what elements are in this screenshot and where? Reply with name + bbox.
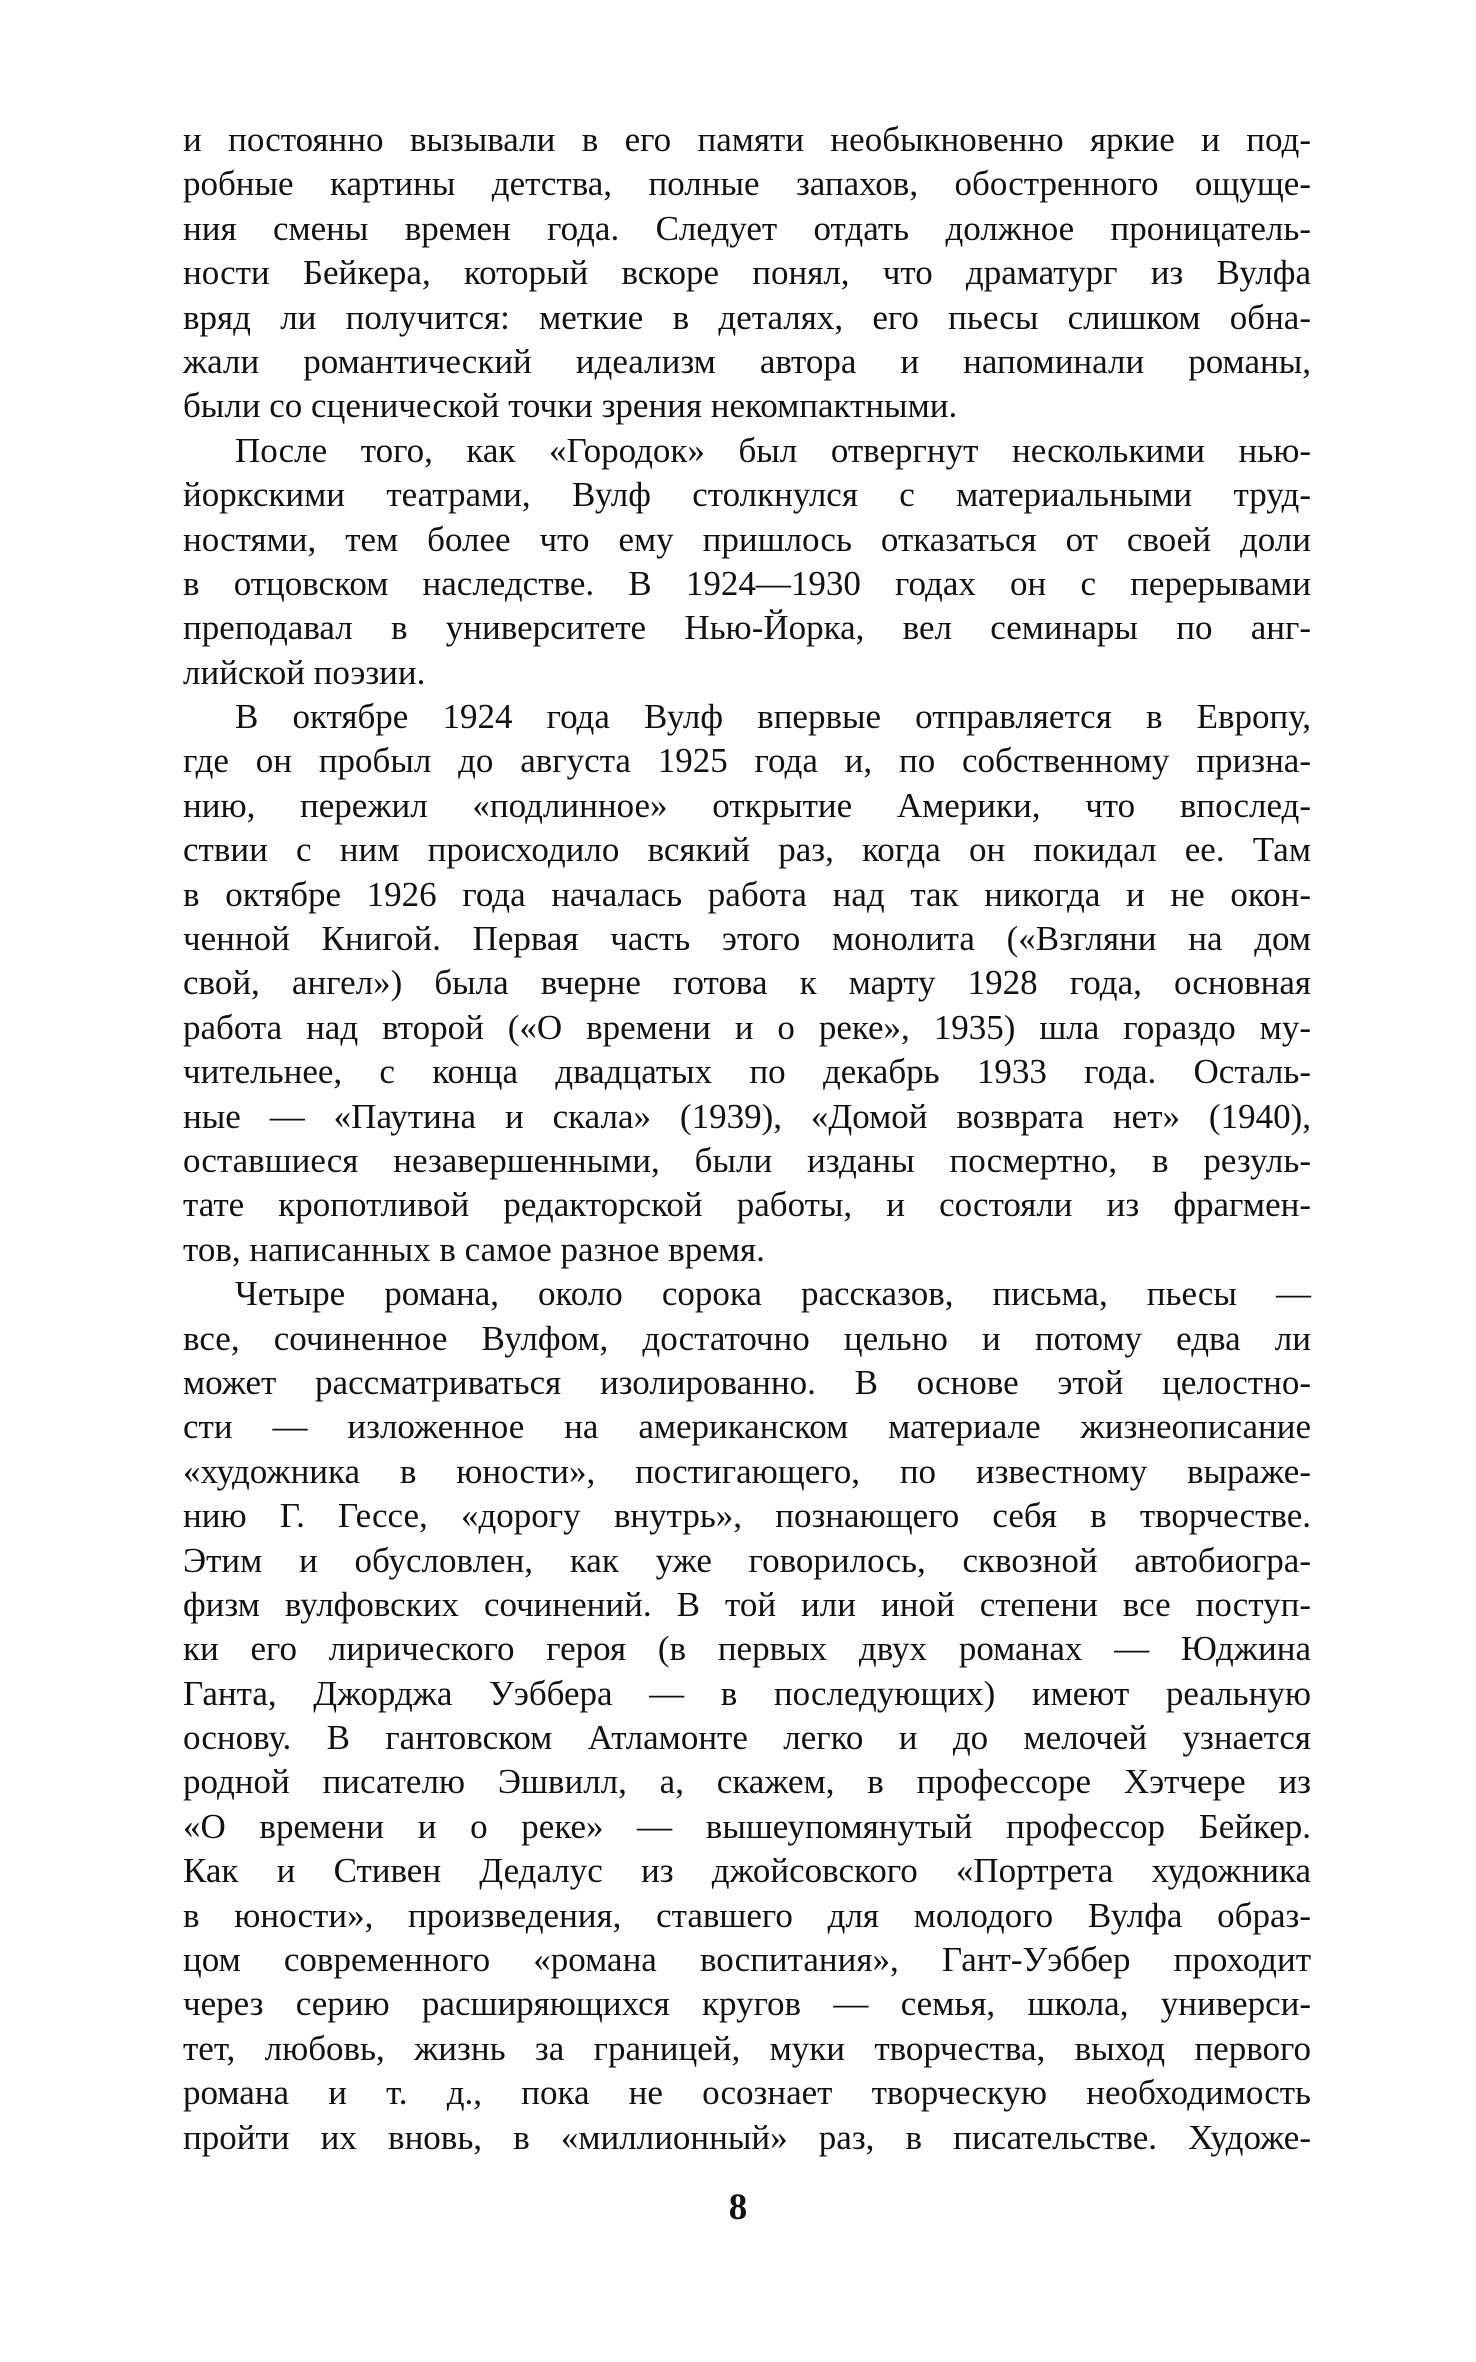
- text-line: ности Бейкера, который вскоре понял, что драматург из Вулфа: [183, 253, 1311, 293]
- text-line: в октябре 1926 года началась работа над так никогда и не окон-: [183, 874, 1311, 914]
- text-line: тов, написанных в самое разное время.: [183, 1229, 765, 1269]
- text-line: Ганта, Джорджа Уэббера — в последующих) имеют реальную: [183, 1673, 1311, 1713]
- text-line: сти — изложенное на американском материале жизнеописание: [183, 1407, 1311, 1447]
- text-line: ченной Книгой. Первая часть этого монолита («Взгляни на дом: [183, 919, 1311, 959]
- text-line: свой, ангел») была вчерне готова к марту 1928 года, основная: [183, 963, 1311, 1003]
- text-line: ки его лирического героя (в первых двух романах — Юджина: [183, 1629, 1311, 1669]
- text-line: в отцовском наследстве. В 1924—1930 годах он с перерывами: [183, 563, 1311, 603]
- text-line: может рассматриваться изолированно. В основе этой целостно-: [183, 1362, 1311, 1402]
- text-line: цом современного «романа воспитания», Гант-Уэббер проходит: [183, 1940, 1311, 1980]
- text-line: оставшиеся незавершенными, были изданы посмертно, в резуль-: [183, 1140, 1311, 1180]
- text-line: основу. В гантовском Атламонте легко и до мелочей узнается: [183, 1718, 1311, 1758]
- text-line: робные картины детства, полные запахов, обостренного ощуще-: [183, 164, 1311, 204]
- text-line: романа и т. д., пока не осознает творческую необходимость: [183, 2073, 1311, 2113]
- text-line: физм вулфовских сочинений. В той или иной степени все поступ-: [183, 1584, 1311, 1624]
- text-line: пройти их вновь, в «миллионный» раз, в писательстве. Художе-: [183, 2117, 1311, 2157]
- text-line: йоркскими театрами, Вулф столкнулся с материальными труд-: [183, 475, 1311, 515]
- text-line: нию, пережил «подлинное» открытие Америки, что впослед-: [183, 785, 1311, 825]
- text-line: Четыре романа, около сорока рассказов, письма, пьесы —: [235, 1274, 1311, 1314]
- text-line: где он пробыл до августа 1925 года и, по собственному призна-: [183, 741, 1311, 781]
- text-line: родной писателю Эшвилл, а, скажем, в профессоре Хэтчере из: [183, 1762, 1311, 1802]
- text-line: ные — «Паутина и скала» (1939), «Домой возврата нет» (1940),: [183, 1096, 1311, 1136]
- text-line: Как и Стивен Дедалус из джойсовского «Портрета художника: [183, 1851, 1311, 1891]
- text-line: лийской поэзии.: [183, 652, 426, 692]
- text-line: были со сценической точки зрения некомпактными.: [183, 386, 958, 426]
- text-line: ствии с ним происходило всякий раз, когда он покидал ее. Там: [183, 830, 1311, 870]
- text-line: вряд ли получится: меткие в деталях, его пьесы слишком обна-: [183, 297, 1311, 337]
- text-line: «О времени и о реке» — вышеупомянутый профессор Бейкер.: [183, 1806, 1311, 1846]
- text-line: После того, как «Городок» был отвергнут несколькими нью-: [235, 430, 1311, 470]
- page-body: [183, 118, 1311, 2160]
- text-line: чительнее, с конца двадцатых по декабрь 1933 года. Осталь-: [183, 1052, 1311, 1092]
- text-line: преподавал в университете Нью-Йорка, вел семинары по анг-: [183, 608, 1311, 648]
- text-line: нию Г. Гессе, «дорогу внутрь», познающего себя в творчестве.: [183, 1496, 1311, 1536]
- text-line: «художника в юности», постигающего, по известному выраже-: [183, 1451, 1311, 1491]
- text-line: и постоянно вызывали в его памяти необыкновенно яркие и под-: [183, 120, 1311, 159]
- text-line: тате кропотливой редакторской работы, и состояли из фрагмен-: [183, 1185, 1311, 1225]
- text-line: жали романтический идеализм автора и напоминали романы,: [183, 341, 1311, 381]
- page-number: 8: [728, 2187, 748, 2228]
- text-line: через серию расширяющихся кругов — семья, школа, универси-: [183, 1984, 1311, 2024]
- text-line: работа над второй («О времени и о реке», 1935) шла гораздо му-: [183, 1007, 1311, 1047]
- text-line: ностями, тем более что ему пришлось отказаться от своей доли: [183, 519, 1311, 559]
- text-line: тет, любовь, жизнь за границей, муки творчества, выход первого: [183, 2028, 1311, 2068]
- text-line: В октябре 1924 года Вулф впервые отправляется в Европу,: [235, 697, 1311, 737]
- text-line: все, сочиненное Вулфом, достаточно цельно и потому едва ли: [183, 1318, 1311, 1358]
- text-line: в юности», произведения, ставшего для молодого Вулфа образ-: [183, 1895, 1311, 1935]
- text-line: ния смены времен года. Следует отдать должное проницатель-: [183, 208, 1311, 248]
- text-line: Этим и обусловлен, как уже говорилось, сквозной автобиогра-: [183, 1540, 1311, 1580]
